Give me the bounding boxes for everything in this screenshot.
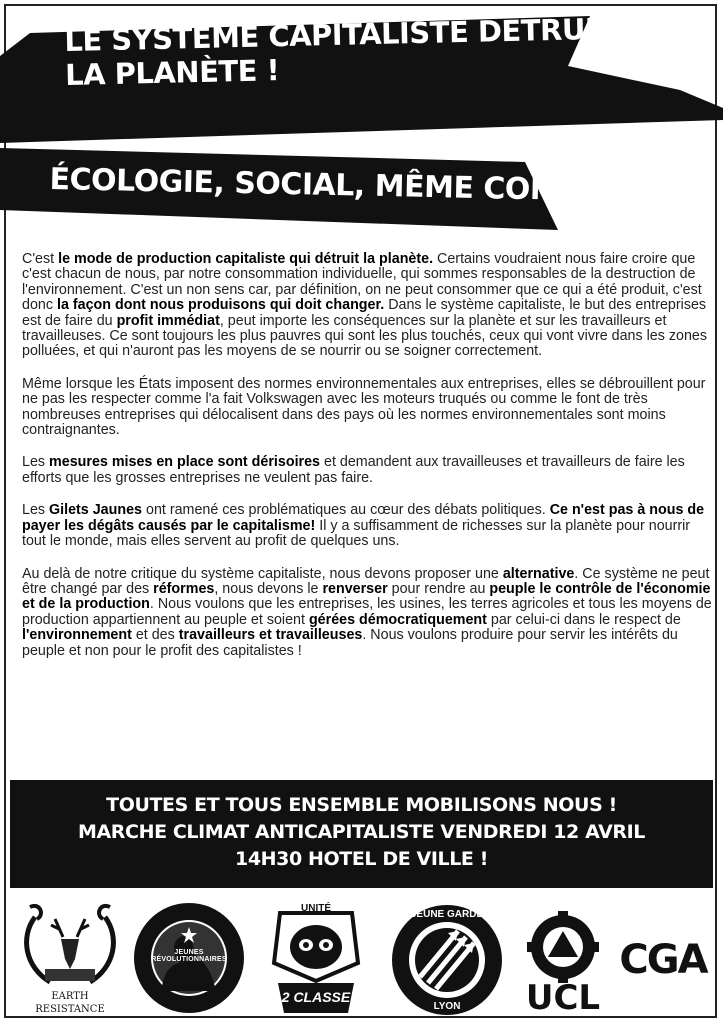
cga-logo [615, 935, 711, 995]
earth-line-1: EARTH [51, 991, 89, 1002]
logo-strip [10, 895, 713, 1020]
p4-bold-d: Ce n'est pas à nous de payer les dégâts causés par le capitalisme! [22, 502, 705, 534]
unite-line-2: 2 CLASSE [281, 989, 351, 1005]
article-body [22, 252, 712, 676]
cga-text: CGA [619, 937, 707, 983]
p5-text-a: Au delà de notre critique du système capitaliste, nous devons proposer une [22, 565, 503, 582]
p4-text-c: ont ramené ces problématiques au cœur des débats politiques. [142, 502, 550, 519]
earth-resistance-logo [15, 897, 125, 1019]
p3-bold-b: mesures mises en place sont dérisoires [49, 454, 321, 471]
jg-bottom-text: LYON [433, 1001, 461, 1012]
gear-star-icon [518, 909, 608, 987]
jeunes-revolutionnaires-logo [132, 901, 246, 1015]
jg-top-text: JEUNE GARDE [410, 909, 484, 920]
paragraph-1 [22, 252, 712, 360]
p1-text-g: , peut importe les conséquences sur la planète et sur les travailleurs et travailleuses. Ce sont toujours les plus pauvres qui sont les plus touchés, ceux qui vont vivre dans les zones polluées, et qui n'auront pas les moyens de se nourrir ou se soigner correctement. [22, 312, 708, 360]
cta-line-2: MARCHE CLIMAT ANTICAPITALISTE VENDREDI 12 AVRIL [78, 821, 645, 843]
cta-line-1: TOUTES ET TOUS ENSEMBLE MOBILISONS NOUS ! [106, 794, 617, 816]
p5-bold-l: l'environnement [22, 627, 132, 644]
p5-bold-n: travailleurs et travailleuses [178, 627, 363, 644]
paragraph-2: Même lorsque les États imposent des normes environnementales aux entreprises, elles se débrouillent pour ne pas les respecter comme l'a fait Volkswagen avec les moteurs truqués ou comme le font de très nombreuses entreprises qui délocalisent dans des pays où les normes environnementales sont moins contraignantes. [22, 375, 706, 439]
earth-line-2: RESISTANCE [35, 1004, 105, 1015]
p1-text-e: Dans le système capitaliste, le but des entreprises est de faire du [22, 297, 707, 329]
p4-text-a: Les [22, 502, 50, 519]
p5-text-o: . Nous voulons produire pour servir les intérêts du peuple et non pour le profit des capitalistes ! [22, 627, 678, 659]
ucl-text: UCL [525, 978, 601, 1018]
p5-text-e: , nous devons le [214, 580, 323, 597]
jr-ring-text: JEUNES RÉVOLUTIONNAIRES [151, 949, 227, 963]
p3-text-c: et demandent aux travailleuses et travailleurs de faire les efforts que les grosses entreprises ne veulent pas faire. [22, 454, 685, 486]
p1-bold-d: la façon dont nous produisons qui doit changer. [56, 297, 385, 314]
p5-text-m: et des [131, 627, 179, 644]
p1-text-c: Certains voudraient nous faire croire que c'est chacun de nous, par notre consommation individuelle, qui sommes responsables de la destruction de l'environnement. C'est un non sens car, par définition, on ne peut consommer que ce qui a été produit, c'est donc [22, 251, 702, 314]
p5-bold-h: peuple le contrôle de l'économie et de la production [22, 580, 711, 613]
p5-bold-b: alternative [502, 565, 575, 582]
p1-bold-b: le mode de production capitaliste qui détruit la planète. [58, 251, 434, 267]
main-title: LE SYSTÈME CAPITALISTE DÉTRUIT LA PLANÈTE ! [64, 11, 615, 92]
p4-text-e: Il y a suffisamment de richesses sur la planète pour nourrir tout le monde, mais elles servent au profit de quelques uns. [22, 517, 691, 550]
p1-text-a: C'est [22, 251, 59, 267]
p5-text-i: . Nous voulons que les entreprises, les usines, les terres agricoles et tous les moyens de production appartiennent au peuple et soient [22, 596, 712, 628]
p5-bold-d: réformes [153, 580, 215, 597]
three-arrows-seal-icon [390, 903, 504, 1017]
jeune-garde-lyon-logo [390, 903, 504, 1017]
paragraph-5 [22, 567, 712, 659]
subtitle: ÉCOLOGIE, SOCIAL, MÊME COMBAT [49, 162, 623, 209]
unite-line-1: UNITÉ [301, 903, 331, 914]
call-to-action-banner [10, 780, 713, 888]
paragraph-3 [22, 455, 712, 486]
unite-2-classe-logo [268, 903, 364, 1015]
p5-text-k: par celui-ci dans le respect de [486, 611, 681, 628]
ucl-logo [518, 909, 608, 1019]
p4-bold-b: Gilets Jaunes [49, 502, 143, 519]
p5-bold-j: gérées démocratiquement [308, 611, 487, 628]
p3-text-a: Les [22, 454, 50, 471]
p5-text-c: . Ce système ne peut être changé par des [22, 565, 710, 597]
paragraph-4 [22, 503, 712, 549]
p5-text-g: pour rendre au [387, 580, 490, 597]
deer-wreath-icon [15, 897, 125, 992]
cta-line-3: 14H30 HOTEL DE VILLE ! [235, 848, 488, 870]
p1-bold-f: profit immédiat [116, 312, 220, 329]
p5-bold-f: renverser [322, 580, 388, 597]
